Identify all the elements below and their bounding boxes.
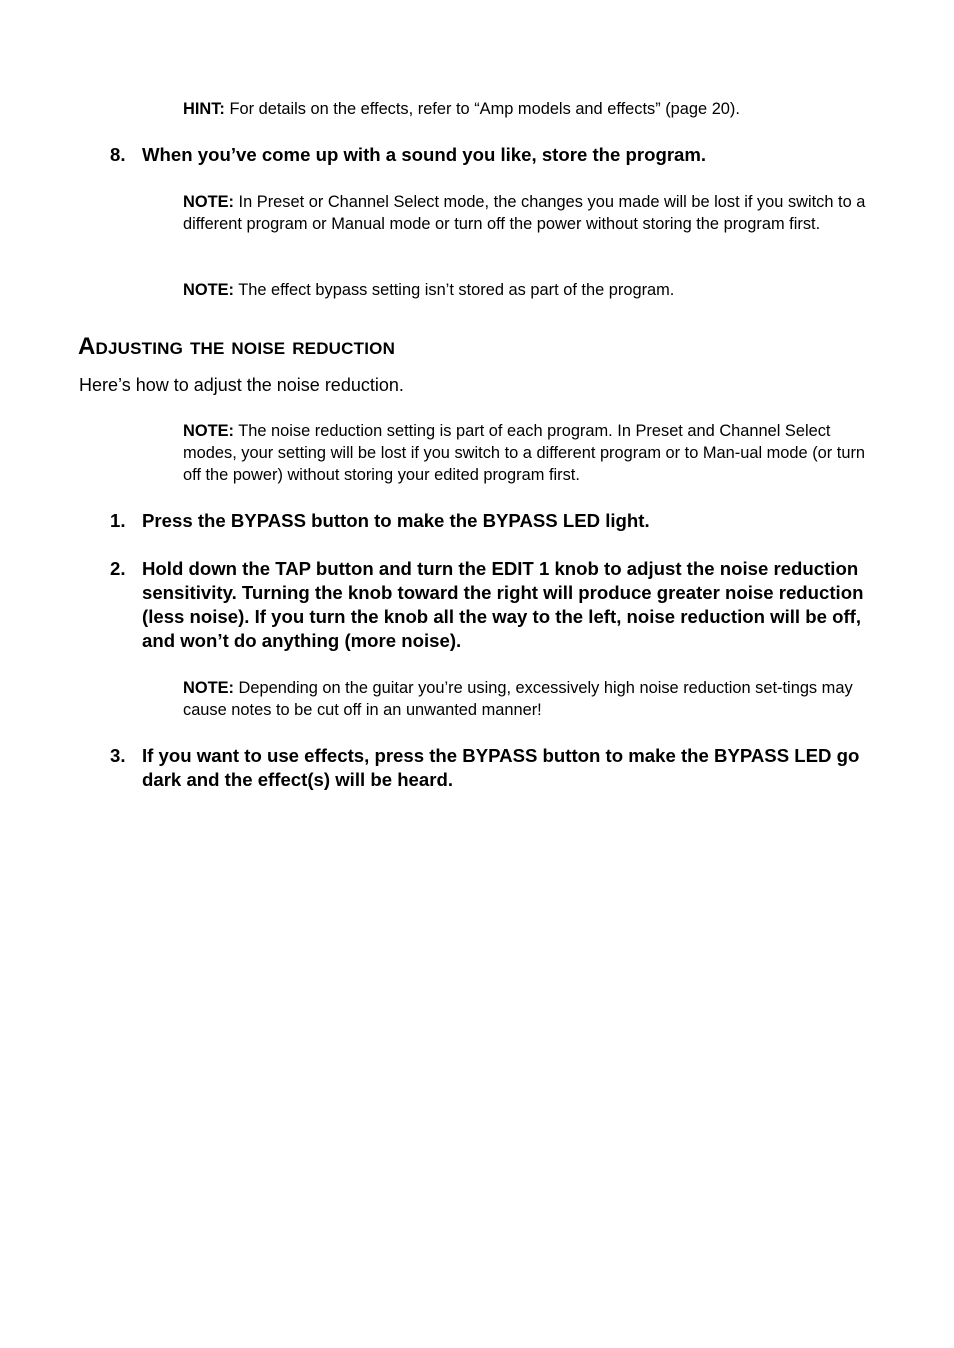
step-8 — [110, 143, 880, 167]
step-text: Press the BYPASS button to make the BYPASS LED light. — [142, 510, 650, 531]
step-number: 1. — [110, 510, 126, 531]
step-number: 2. — [110, 558, 126, 579]
section-intro: Here’s how to adjust the noise reduction. — [79, 375, 404, 395]
step-2 — [110, 557, 880, 653]
section-heading: Adjusting the noise reduction — [78, 333, 396, 360]
note-paragraph-1 — [183, 191, 875, 235]
step-text: Hold down the TAP button and turn the EDIT 1 knob to adjust the noise reduction sensitivity. Turning the knob toward the right will produce greater noise reduction (less noise). If you turn the knob all the way to the left, noise reduction will be off, and won’t do anything (more noise). — [142, 558, 864, 651]
step-text: When you’ve come up with a sound you like, store the program. — [142, 144, 707, 165]
note-label: NOTE: — [183, 281, 234, 299]
note-label: NOTE: — [183, 679, 234, 697]
step-text: If you want to use effects, press the BYPASS button to make the BYPASS LED go dark and the effect(s) will be heard. — [142, 745, 860, 790]
note-text: The effect bypass setting isn’t stored as part of the program. — [234, 281, 675, 299]
step-1 — [110, 509, 880, 533]
step-number: 3. — [110, 745, 126, 766]
hint-label: HINT: — [183, 100, 225, 118]
note-text: The noise reduction setting is part of each program. In Preset and Channel Select modes, your setting will be lost if you switch to a different program or to Man-ual mode (or turn off the power) without storing your edited program first. — [183, 422, 866, 484]
step-3 — [110, 744, 880, 792]
note-label: NOTE: — [183, 193, 234, 211]
note-text: Depending on the guitar you’re using, excessively high noise reduction set-tings may cause notes to be cut off in an unwanted manner! — [183, 679, 853, 719]
note-label: NOTE: — [183, 422, 234, 440]
note-paragraph-3 — [183, 420, 875, 486]
note-text: In Preset or Channel Select mode, the changes you made will be lost if you switch to a different program or Manual mode or turn off the power without storing the program first. — [183, 193, 866, 233]
step-number: 8. — [110, 144, 126, 165]
hint-text: For details on the effects, refer to “Amp models and effects” (page 20). — [224, 100, 740, 118]
note-paragraph-2 — [183, 279, 875, 301]
hint-paragraph — [183, 98, 875, 120]
note-paragraph-4 — [183, 677, 875, 721]
